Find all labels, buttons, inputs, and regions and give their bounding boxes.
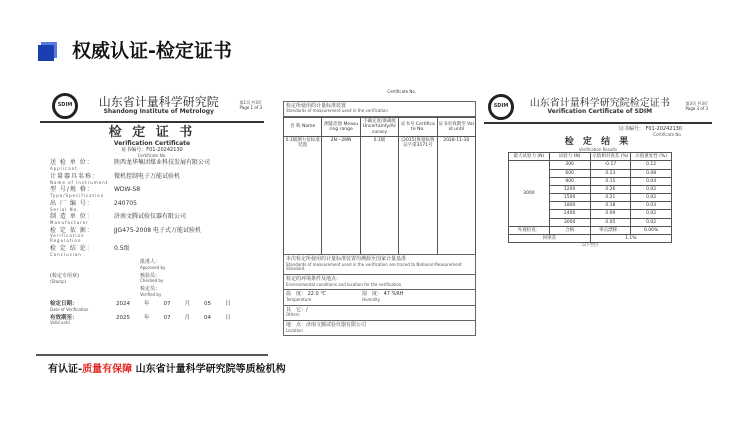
valid-part: 月 <box>184 315 191 322</box>
field-label-cn: 制 造 单 位： <box>50 213 94 221</box>
field-label-en: Type/Specification <box>50 193 105 199</box>
valid-label: 有效期至： <box>50 315 78 322</box>
table-header: 示值重复性 (%) <box>631 153 672 161</box>
table-cell: 0.03 <box>631 202 672 210</box>
date-part: 年 <box>144 301 150 308</box>
cert-number: 证书编号：F01-20242130 <box>121 146 183 153</box>
table-header: 证书号 Certificate No. <box>399 117 437 136</box>
field-label <box>50 228 110 244</box>
valid-part: 日 <box>225 315 231 322</box>
location-label: 地 点： <box>286 321 307 328</box>
field-label <box>50 214 110 225</box>
field-label <box>50 160 110 171</box>
table-cell: 900 <box>549 177 590 185</box>
max-force-cell: 3000 <box>509 161 550 226</box>
environment-title-en: Environmental conditions and location for the verification <box>286 281 402 287</box>
table-cell: 2028-11-30 <box>437 136 475 254</box>
field-label-cn: 出 厂 编 号： <box>50 199 94 207</box>
traceability-statement-en: Standards of measurement used in the verification are traced to National Measurement Standard. <box>286 261 462 272</box>
divider <box>484 122 712 124</box>
field-label-cn: 检 定 依 据： <box>50 226 94 234</box>
field-label-en: Manufacturer <box>50 220 89 225</box>
table-cell: 0.21 <box>590 194 631 202</box>
verified-by-en: Verified by <box>140 291 162 297</box>
valid-part: 2025 <box>116 315 130 322</box>
approved-by: 批准人： <box>140 259 161 266</box>
table-cell: 0.08 <box>631 169 672 177</box>
cert-number-en: Certificate No. <box>137 152 167 158</box>
table-header: 示值相对误差 (%) <box>590 153 631 161</box>
table-cell: 600 <box>549 169 590 177</box>
appearance-row <box>509 226 672 234</box>
field-row <box>50 228 254 244</box>
field-value: JJG475-2008 电子式万能试验机 <box>114 226 201 234</box>
field-row <box>50 187 254 198</box>
table-cell: 2400 <box>549 210 590 218</box>
field-label <box>50 201 110 212</box>
temperature-value: 22.0 <box>307 291 319 298</box>
field-label-en: Applicant <box>50 166 78 172</box>
page-number-en: Page 1 of 3 <box>239 105 262 110</box>
date-label-en: Date of Verification <box>50 306 89 312</box>
field-row <box>50 201 254 212</box>
stamp-label-en: (Stamp) <box>50 278 67 284</box>
table-cell: 300 <box>549 161 590 169</box>
cert-number-en: Certificate No. <box>653 131 682 137</box>
location-value: 济南文腾试验仪器有限公司 <box>306 321 367 328</box>
table-cell: 0.12 <box>631 161 672 169</box>
table-cell: 3000 <box>549 218 590 226</box>
table-cell: 0.1级 <box>360 136 398 254</box>
table-cell: 0.15 <box>590 177 631 185</box>
field-value: 微机控制电子万能试验机 <box>114 172 181 180</box>
org-name: 山东省计量科学研究院检定证书 <box>529 97 670 109</box>
table-header: 不确定度/准确度 Uncertainty/Accuracy <box>360 117 398 136</box>
stamp-label: (检定专用章) <box>50 273 79 280</box>
location-label-en: Location <box>286 327 303 333</box>
table-cell: 0.02 <box>631 185 672 193</box>
table-header: 证书有效期至 Valid until <box>437 117 475 136</box>
table-header: 名 称 Name <box>284 117 322 136</box>
field-list <box>36 160 268 257</box>
results-table <box>508 152 672 243</box>
org-name-en: Shandong Institute of Metrology <box>103 108 214 116</box>
standards-table <box>283 117 476 255</box>
certificate-page-1 <box>36 88 268 356</box>
field-label-cn: 检 定 结 论： <box>50 244 94 252</box>
table-cell: 0.18 <box>590 202 631 210</box>
temperature-label: 温 度： <box>286 291 307 298</box>
sdim-logo: SDIM <box>52 93 78 119</box>
appearance-v: 合格 <box>549 226 590 234</box>
certificate-page-3 <box>484 92 712 247</box>
page-number: 第3页 共3页 <box>685 101 708 107</box>
date-part: 05 <box>204 301 212 308</box>
field-label <box>50 187 110 198</box>
field-value: 240705 <box>114 199 137 207</box>
date-part: 月 <box>184 301 191 308</box>
field-label-en: Serial No. <box>50 206 80 212</box>
cube-icon <box>38 45 54 61</box>
table-cell: 0.02 <box>631 210 672 218</box>
humidity-unit: %RH <box>391 291 404 298</box>
valid-part: 04 <box>204 315 212 322</box>
field-value: 0.5级 <box>114 244 130 252</box>
field-label <box>50 246 110 257</box>
field-row <box>50 160 254 171</box>
table-header: 测量范围 Measuring range <box>322 117 360 136</box>
field-value: WDW-S8 <box>114 186 141 194</box>
temperature-unit: ℃ <box>320 291 326 298</box>
temperature-label-en: Temperature <box>286 296 312 302</box>
org-name: 山东省计量科学研究院 <box>98 94 219 109</box>
field-label-en: Conclusion <box>50 251 82 257</box>
table-cell: 0.02 <box>631 218 672 226</box>
humidity-value: 47 <box>383 291 390 298</box>
field-label-cn: 计量器具名称： <box>50 172 100 180</box>
environment-title: 检定的环境条件及地点： <box>286 275 342 282</box>
table-cell: 0.26 <box>590 185 631 193</box>
table-cell: 1800 <box>549 202 590 210</box>
zero: 零点漂移： <box>590 226 631 234</box>
org-name-en: Verification Certificate of SDIM <box>547 108 653 116</box>
others-label-en: Others <box>286 312 300 318</box>
caption-part1: 有认证- <box>48 364 83 375</box>
valid-label-en: Valid until <box>50 320 70 326</box>
bottom-caption <box>48 364 286 376</box>
checked-by: 核验员： <box>140 272 161 279</box>
verified-by: 检定员： <box>140 285 161 292</box>
cert-title: 检 定 证 书 <box>108 125 196 140</box>
field-value: 济南文腾试验仪器有限公司 <box>114 213 187 221</box>
field-label-cn: 送 检 单 位： <box>50 159 94 167</box>
field-row <box>50 246 254 257</box>
cert-number: 证书编号： F01-20242130 <box>618 126 682 132</box>
caption-highlight: 质量有保障 <box>82 364 133 375</box>
traceability-statement: 本次检定所使用的计量标准装置均溯源至国家计量基准 <box>286 255 407 262</box>
field-label-cn: 型 号/规 格： <box>50 186 94 194</box>
table-cell: 0.04 <box>631 177 672 185</box>
date-part: 日 <box>225 301 231 308</box>
return-value: 1.1% <box>590 235 672 243</box>
field-value: 陕西龙华集团煤业科技发展有限公司 <box>114 159 211 167</box>
table-header-row <box>509 153 672 161</box>
standards-title: 检定所使用的计量标准装置 <box>286 102 347 109</box>
others-value: / <box>306 306 308 313</box>
standards-title-en: Standards of measurement used in the verification <box>286 108 388 114</box>
appearance: 外观检查： <box>509 226 550 234</box>
caption-part3: 山东省计量科学研究院等质检机构 <box>132 364 286 375</box>
cert-title-en: Verification Certificate <box>113 139 191 147</box>
sdim-logo: SDIM <box>488 94 514 120</box>
date-part: 07 <box>163 301 171 308</box>
date-label: 检定日期： <box>50 301 78 308</box>
field-row <box>50 214 254 225</box>
field-label-en: Verification Regulation <box>50 233 85 244</box>
zero-v: 0.06% <box>631 226 672 234</box>
table-cell: 0.1级测力仪标准装置 <box>284 136 322 254</box>
table-cell: 0.13 <box>590 169 631 177</box>
page-number: 第1页 共3页 <box>239 100 262 106</box>
table-cell: 0.05 <box>590 218 631 226</box>
table-cell: -0.17 <box>590 161 631 169</box>
page-number-en: Page 3 of 3 <box>685 106 708 111</box>
table-cell: 1200 <box>549 185 590 193</box>
checked-by-en: Checked by <box>140 278 164 284</box>
table-header: 试验力 (N) <box>549 153 590 161</box>
table-cell: 0.02 <box>631 194 672 202</box>
valid-part: 年 <box>144 315 150 322</box>
field-label <box>50 174 110 185</box>
valid-part: 07 <box>163 315 171 322</box>
table-cell: 0.09 <box>590 210 631 218</box>
field-row <box>50 174 254 185</box>
page-title: 权威认证-检定证书 <box>72 40 232 62</box>
divider <box>40 121 264 123</box>
cert-number-label: Certificate No. <box>387 89 416 94</box>
table-header: 最大试验力 (N) <box>509 153 550 161</box>
results-title: 检 定 结 果 <box>564 137 632 148</box>
field-label-en: Name of Instrument <box>50 179 109 185</box>
results-title-en: Verification Results <box>578 146 618 152</box>
table-cell: [2015]鲁量标鲁证字第3171号 <box>399 136 437 254</box>
table-cell: 1500 <box>549 194 590 202</box>
return-label: 回零差 <box>509 235 591 243</box>
approved-by-en: Approved by <box>140 264 166 270</box>
table-row <box>509 161 672 169</box>
humidity-label: 湿 度： <box>361 291 382 298</box>
date-part: 2024 <box>116 301 130 308</box>
certificate-page-2 <box>283 90 476 352</box>
table-cell: 2N～2MN <box>322 136 360 254</box>
others-label: 其 它： <box>286 306 307 313</box>
humidity-label-en: Humidity <box>361 296 381 302</box>
end-blank: 以下空白 <box>582 242 598 248</box>
